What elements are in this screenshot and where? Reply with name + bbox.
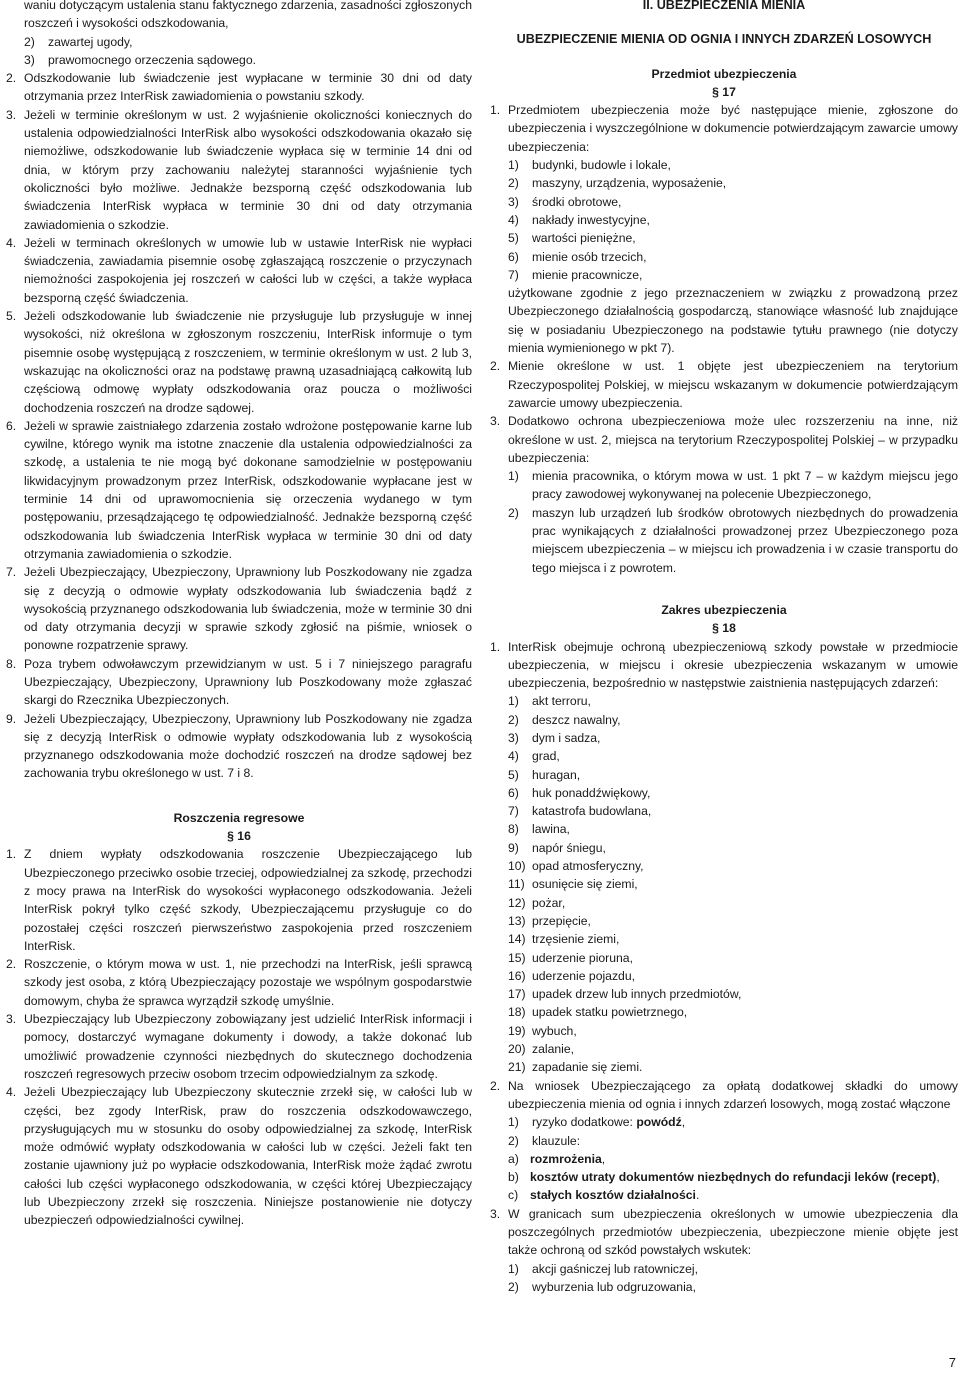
list-item: 2) deszcz nawalny,	[508, 712, 621, 727]
list-item: 7) katastrofa budowlana,	[508, 804, 652, 819]
list-item: 2) zawartej ugody,	[24, 34, 133, 49]
list-item: 17) upadek drzew lub innych przedmiotów,	[508, 987, 742, 1002]
paragraph: 2. Roszczenie, o którym mowa w ust. 1, nie przechodzi na InterRisk, jeśli sprawcą szkody jest osoba, z którą Ubezpieczający pozostaje we wspólnym gospodarstwie domowym, chyba że sprawca wyrządził szkodę umyślnie.	[6, 957, 472, 1008]
list-item: 14) trzęsienie ziemi,	[508, 932, 620, 947]
paragraph: 4. Jeżeli w terminach określonych w umowie lub w ustawie InterRisk nie wypłaci świadczenia, zawiadamia pisemnie osobę zgłaszającą roszczenie o przyczynach niemożności zaspokojenia jej roszczeń w całości lub w części, a także wypłaca bezsporną część świadczenia.	[6, 235, 472, 305]
paragraph: 3. Jeżeli w terminie określonym w ust. 2 wyjaśnienie okoliczności koniecznych do ustalenia odpowiedzialności InterRisk albo wysokości odszkodowania okazało się niemożliwe, odszkodowanie lub świadczenie wypłaca się w terminie 14 dni od dnia, w którym przy zachowaniu należytej staranności wyjaśnienie tych okoliczności było możliwe. Jednakże bezsporną część odszkodowania lub świadczenia InterRisk wypłaca w terminie 30 dni od daty otrzymania zawiadomienia o szkodzie.	[6, 107, 472, 232]
section-number: § 18	[712, 621, 736, 636]
paragraph: 6. Jeżeli w sprawie zaistniałego zdarzenia zostało wdrożone postępowanie karne lub cywilne, którego wynik ma istotne znaczenie dla ustalenia odpowiedzialności za szkodę, a ustalenia te nie mogą być dokonane samodzielnie w postępowaniu likwidacyjnym prowadzonym przez InterRisk, odszkodowanie wypłacane jest w terminie 14 dni od uprawomocnienia się orzeczenia wydanego w tym postępowaniu, przesądzającego tę odpowiedzialność. Jednakże bezsporną część odszkodowania lub świadczenia InterRisk wypłaca w terminie 30 dni od daty otrzymania zawiadomienia o szkodzie.	[6, 418, 472, 561]
part-subtitle: UBEZPIECZENIE MIENIA OD OGNIA I INNYCH ZDARZEŃ LOSOWYCH	[516, 32, 932, 47]
list-item: 13) przepięcie,	[508, 913, 591, 928]
list-item: 1) akt terroru,	[508, 694, 591, 709]
list-item: 11) osunięcie się ziemi,	[508, 877, 638, 892]
clause-item: a) rozmrożenia,	[508, 1151, 606, 1166]
list-item: 6) mienie osób trzecich,	[508, 249, 647, 264]
paragraph-tail: użytkowane zgodnie z jego przeznaczeniem w związku z prowadzoną przez Ubezpieczonego działalnością gospodarczą, stanowiące własność lub znajdujące się w posiadaniu Ubezpieczonego na podstawie tytułu prawnego (nie dotyczy mienia wymienionego w pkt 7).	[508, 286, 958, 356]
paragraph: 5. Jeżeli odszkodowanie lub świadczenie nie przysługuje lub przysługuje w innej wysokości, niż określona w zgłoszonym roszczeniu, InterRisk informuje o tym pisemnie osobę występującą z roszczeniem, w terminie określonym w ust. 2 lub 3, wskazując na okoliczności oraz na podstawę prawną uzasadniającą całkowitą lub częściową odmowę wypłaty odszkodowania oraz poucza o możliwości dochodzenia roszczeń na drodze sądowej.	[6, 309, 472, 415]
paragraph: 3. Dodatkowo ochrona ubezpieczeniowa może ulec rozszerzeniu na inne, niż określone w ust. 2, miejsca na terytorium Rzeczypospolitej Polskiej – w przypadku ubezpieczenia:	[490, 414, 958, 465]
list-item: 19) wybuch,	[508, 1023, 577, 1038]
list-item: 5) wartości pieniężne,	[508, 231, 636, 246]
right-column	[490, 0, 958, 1296]
list-item: 21) zapadanie się ziemi.	[508, 1060, 643, 1075]
continued-text: waniu dotyczącym ustalenia stanu faktycznego zdarzenia, zasadności zgłoszonych roszczeń i wysokości odszkodowania,	[24, 0, 472, 31]
section-number: § 17	[712, 84, 736, 99]
list-item: 6) huk ponaddźwiękowy,	[508, 785, 651, 800]
list-item: 3) środki obrotowe,	[508, 194, 622, 209]
list-item: 2) wyburzenia lub odgruzowania,	[508, 1279, 696, 1294]
list-item: 2) maszyn lub urządzeń lub środków obrotowych niezbędnych do prowadzenia prac wynikających z działalności prowadzonej przez Ubezpieczonego poza miejscem ubezpieczenia – w miejscu ich prowadzenia i w czasie transportu do tego miejsca i z powrotem.	[508, 505, 958, 575]
list-item: 1) ryzyko dodatkowe: powódź,	[508, 1115, 686, 1130]
list-item: 2) klauzule:	[508, 1133, 581, 1148]
list-item: 3) dym i sadza,	[508, 730, 601, 745]
list-item: 18) upadek statku powietrznego,	[508, 1005, 688, 1020]
paragraph: 3. Ubezpieczający lub Ubezpieczony zobowiązany jest udzielić InterRisk informacji i pomocy, dostarczyć wymagane dokumenty i dowody, a także dokonać lub umożliwić prowadzenie czynności niezbędnych do skutecznego dochodzenia roszczeń regresowych przeciw osobom trzecim odpowiedzialnym za szkodę.	[6, 1012, 472, 1081]
list-item: 5) huragan,	[508, 767, 581, 782]
paragraph: 2. Odszkodowanie lub świadczenie jest wypłacane w terminie 30 dni od daty otrzymania przez InterRisk zawiadomienia o powstaniu szkody.	[6, 71, 472, 104]
paragraph: 1. Przedmiotem ubezpieczenia może być następujące mienie, zgłoszone do ubezpieczenia i wyszczególnione w dokumencie potwierdzającym zawarcie umowy ubezpieczenia:	[490, 103, 958, 154]
list-item: 2) maszyny, urządzenia, wyposażenie,	[508, 176, 727, 191]
paragraph: 9. Jeżeli Ubezpieczający, Ubezpieczony, Uprawniony lub Poszkodowany nie zgadza się z decyzją InterRisk o odmowie wypłaty odszkodowania lub z wysokością przyznanego odszkodowania może dochodzić roszczeń na drodze sądowej bez zachowania trybu określonego w ust. 7 i 8.	[6, 711, 472, 781]
section-heading: Roszczenia regresowe	[173, 810, 305, 825]
clause-item: c) stałych kosztów działalności.	[508, 1188, 700, 1203]
paragraph: 2. Na wniosek Ubezpieczającego za opłatą dodatkowej składki do umowy ubezpieczenia mienia od ognia i innych zdarzeń losowych, mogą zostać włączone	[490, 1078, 958, 1111]
page-number: 7	[948, 1355, 956, 1370]
paragraph: 7. Jeżeli Ubezpieczający, Ubezpieczony, Uprawniony lub Poszkodowany nie zgadza się z decyzją o odmowie wypłaty odszkodowania lub świadczenia bądź z wysokością przyznanego odszkodowania lub świadczenia, może w terminie 30 dni od daty otrzymania decyzji w sprawie szkody zgłosić na piśmie, wniosek o ponowne rozpatrzenie sprawy.	[6, 565, 472, 653]
list-item: 16) uderzenie pojazdu,	[508, 968, 635, 983]
list-item: 9) napór śniegu,	[508, 840, 606, 855]
list-item: 1) akcji gaśniczej lub ratowniczej,	[508, 1261, 698, 1276]
list-item: 7) mienie pracownicze,	[508, 267, 643, 282]
paragraph: 4. Jeżeli Ubezpieczający lub Ubezpieczony skutecznie zrzekł się, w całości lub w części, bez zgody InterRisk, praw do roszczenia odszkodowawczego, przysługujących mu w stosunku do osoby odpowiedzialnej za szkodę, InterRisk może odmówić wypłaty odszkodowania w całości lub w części. Jeżeli fakt ten zostanie ujawniony już po wypłacie odszkodowania, InterRisk może żądać zwrotu całości lub części wypłaconego odszkodowania, w części której Ubezpieczający lub Ubezpieczony zrzekł się roszczenia. Niniejsze postanowienie nie dotyczy ubezpieczeń odpowiedzialności cywilnej.	[6, 1085, 472, 1228]
paragraph: 1. Z dniem wypłaty odszkodowania roszczenie Ubezpieczającego lub Ubezpieczonego przeciwko osobie trzeciej, odpowiedzialnej za szkodę, przechodzi z mocy prawa na InterRisk do wysokości wypłaconego odszkodowania. Jeżeli InterRisk pokrył tylko część szkody, Ubezpieczającemu przysługuje co do pozostałej części roszczeń pierwszeństwo zaspokojenia przed roszczeniem InterRisk.	[6, 847, 472, 953]
section-heading: Zakres ubezpieczenia	[661, 602, 787, 617]
list-item: 12) pożar,	[508, 895, 566, 910]
paragraph: 8. Poza trybem odwoławczym przewidzianym w ust. 5 i 7 niniejszego paragrafu Ubezpieczający, Ubezpieczony, Uprawniony lub Poszkodowany może zgłaszać skargi do Rzecznika Ubezpieczonych.	[6, 656, 472, 708]
paragraph: 2. Mienie określone w ust. 1 objęte jest ubezpieczeniem na terytorium Rzeczypospolitej Polskiej, w miejscu wskazanym w dokumencie potwierdzającym zawarcie umowy ubezpieczenia.	[490, 359, 958, 410]
paragraph: 1. InterRisk obejmuje ochroną ubezpieczeniową szkody powstałe w przedmiocie ubezpieczenia, w miejscu i okresie ubezpieczenia wskazanym w umowie ubezpieczenia, bezpośrednio w następstwie zaistnienia następujących zdarzeń:	[490, 639, 958, 691]
clause-item: b) kosztów utraty dokumentów niezbędnych do refundacji leków (recept),	[508, 1170, 940, 1185]
list-item: 15) uderzenie pioruna,	[508, 950, 633, 965]
part-title: II. UBEZPIECZENIA MIENIA	[642, 0, 806, 12]
list-item: 4) nakłady inwestycyjne,	[508, 212, 650, 227]
section-heading: Przedmiot ubezpieczenia	[651, 66, 797, 81]
list-item: 10) opad atmosferyczny,	[508, 859, 644, 874]
list-item: 1) mienia pracownika, o którym mowa w ust. 1 pkt 7 – w każdym miejscu jego pracy zawodowej wykonywanej na polecenie Ubezpieczonego,	[508, 469, 958, 502]
left-column	[6, 0, 472, 1230]
section-number: § 16	[227, 829, 251, 844]
list-item: 8) lawina,	[508, 822, 570, 837]
list-item: 4) grad,	[508, 749, 560, 764]
list-item: 20) zalanie,	[508, 1042, 575, 1057]
list-item: 1) budynki, budowle i lokale,	[508, 158, 671, 173]
list-item: 3) prawomocnego orzeczenia sądowego.	[24, 52, 256, 67]
paragraph: 3. W granicach sum ubezpieczenia określonych w umowie ubezpieczenia dla poszczególnych przedmiotów ubezpieczenia, ubezpieczone mienie objęte jest także ochroną od szkód powstałych wskutek:	[490, 1206, 958, 1258]
